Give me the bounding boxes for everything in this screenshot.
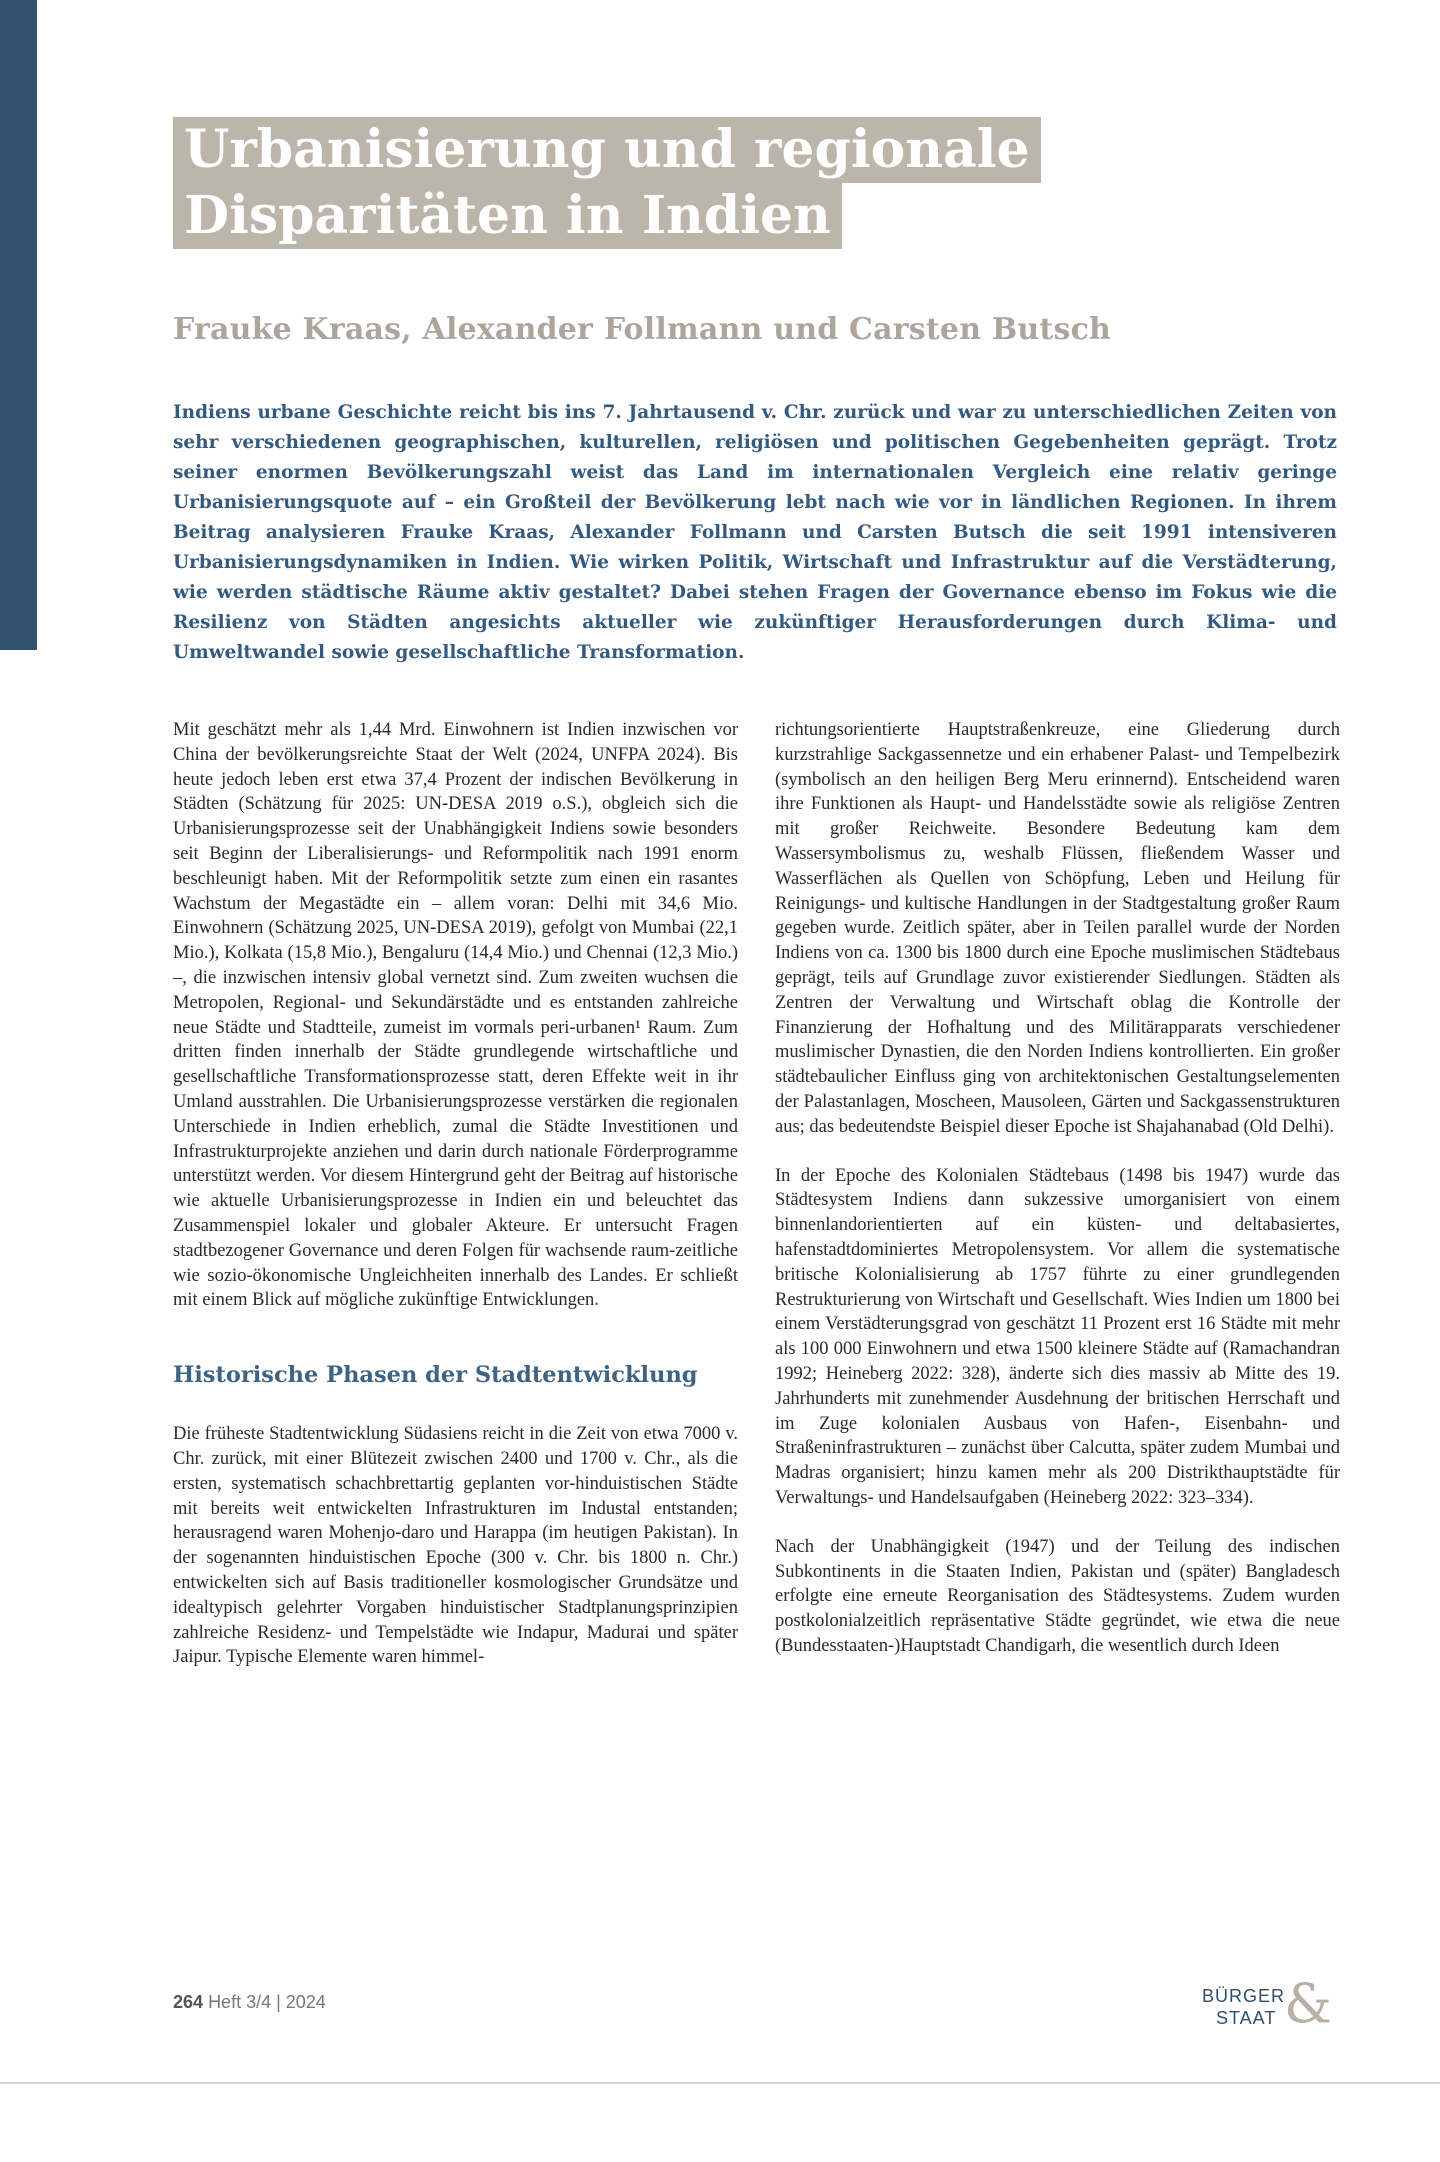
logo-text-top: BÜRGER	[1202, 1986, 1286, 2006]
sidebar-accent-bar	[0, 0, 37, 650]
issue-label: Heft 3/4 | 2024	[208, 1992, 326, 2012]
body-paragraph: In der Epoche des Kolonialen Städtebaus (1498 bis 1947) wurde das Städtesystem Indiens dann sukzessive umorganisiert von einem binnenlandorientierten auf ein küsten- und deltabasiertes, hafenstadtdominiertes Metropolensystem. Vor allem die systematische britische Kolonialisierung ab 1757 führte zu einer grundlegenden Restrukturierung von Wirtschaft und Gesellschaft. Wies Indien um 1800 bei einem Verstädterungsgrad von geschätzt 11 Prozent erst 16 Städte mit mehr als 100 000 Einwohnern und etwa 1500 kleinere Städte auf (Ramachandran 1992; Heineberg 2022: 328), änderte sich dies massiv ab Mitte des 19. Jahrhunderts mit zunehmender Ausdehnung der britischen Herrschaft und im Zuge kolonialen Ausbaus von Hafen-, Eisenbahn- und Straßeninfrastrukturen – zunächst über Calcutta, später zudem Mumbai und Madras organisiert; hinzu kamen mehr als 200 Distrikthauptstädte für Verwaltungs- und Handelsaufgaben (Heineberg 2022: 323–334).	[775, 1165, 1340, 1508]
publisher-logo	[1198, 1972, 1338, 2038]
page-footer	[173, 1992, 326, 2013]
page-number: 264	[173, 1992, 204, 2012]
title-line-1: Urbanisierung und regionale	[173, 117, 1041, 183]
body-paragraph: Nach der Unabhängigkeit (1947) und der Teilung des indischen Subkontinents in die Staaten Indien, Pakistan und (später) Bangladesch erfolgte eine erneute Reorganisation des Städtesystems. Zudem wurden postkolonialzeitlich repräsentative Städte gegründet, wie etwa die neue (Bundesstaaten-)Hauptstadt Chandigarh, die wesentlich durch Ideen	[775, 1536, 1340, 1656]
footer-divider	[0, 2082, 1440, 2084]
left-column	[173, 718, 738, 1670]
article-authors: Frauke Kraas, Alexander Follmann und Carsten Butsch	[173, 312, 1112, 347]
right-column	[775, 718, 1340, 1659]
logo-ampersand: &	[1284, 1972, 1333, 2035]
article-intro: Indiens urbane Geschichte reicht bis ins 7. Jahrtausend v. Chr. zurück und war zu unterschiedlichen Zeiten von sehr verschiedenen geographischen, kulturellen, religiösen und politischen Gegebenheiten geprägt. Trotz seiner enormen Bevölkerungszahl weist das Land im internationalen Vergleich eine relativ geringe Urbanisierungsquote auf – ein Großteil der Bevölkerung lebt nach wie vor in ländlichen Regionen. In ihrem Beitrag analysieren Frauke Kraas, Alexander Follmann und Carsten Butsch die seit 1991 intensiveren Urbanisierungsdynamiken in Indien. Wie wirken Politik, Wirtschaft und Infrastruktur auf die Verstädterung, wie werden städtische Räume aktiv gestaltet? Dabei stehen Fragen der Governance ebenso im Fokus wie die Resilienz von Städten angesichts aktueller wie zukünftiger Herausforderungen durch Klima- und Umweltwandel sowie gesellschaftliche Transformation.	[173, 402, 1337, 663]
article-title	[173, 117, 1041, 249]
body-paragraph: Die früheste Stadtentwicklung Südasiens reicht in die Zeit von etwa 7000 v. Chr. zurück, mit einer Blütezeit zwischen 2400 und 1700 v. Chr., als die ersten, systematisch schachbrettartig geplanten vor-hinduistischen Städte mit bereits weit entwickelten Infrastrukturen im Industal entstanden; herausragend waren Mohenjo-daro und Harappa (im heutigen Pakistan). In der sogenannten hinduistischen Epoche (300 v. Chr. bis 1800 n. Chr.) entwickelten sich auf Basis traditioneller kosmologischer Grundsätze und idealtypisch gelehrter Vorgaben hinduistischer Stadtplanungsprinzipien zahlreiche Residenz- und Tempelstädte wie Indapur, Madurai und später Jaipur. Typische Elemente waren himmel-	[173, 1424, 738, 1668]
logo-text-bottom: STAAT	[1216, 2008, 1277, 2028]
body-paragraph: Mit geschätzt mehr als 1,44 Mrd. Einwohnern ist Indien inzwischen vor China der bevölkerungsreichte Staat der Welt (2024, UNFPA 2024). Bis heute jedoch leben erst etwa 37,4 Prozent der indischen Bevölkerung in Städten (Schätzung für 2025: UN-DESA 2019 o.S.), obgleich sich die Urbanisierungsprozesse seit der Unabhängigkeit Indiens sowie besonders seit Beginn der Liberalisierungs- und Reformpolitik nach 1991 enorm beschleunigt haben. Mit der Reformpolitik setzte zum einen ein rasantes Wachstum der Megastädte ein – allem voran: Delhi mit 34,6 Mio. Einwohnern (Schätzung 2025, UN-DESA 2019), gefolgt von Mumbai (22,1 Mio.), Kolkata (15,8 Mio.), Bengaluru (14,4 Mio.) und Chennai (12,3 Mio.) –, die inzwischen intensiv global vernetzt sind. Zum zweiten wuchsen die Metropolen, Regional- und Sekundärstädte und es entstanden zahlreiche neue Städte und Stadtteile, zumeist im vormals peri-urbanen¹ Raum. Zum dritten finden innerhalb der Städte grundlegende wirtschaftliche und gesellschaftliche Transformationsprozesse statt, deren Effekte weit in ihr Umland ausstrahlen. Die Urbanisierungsprozesse verstärken die regionalen Unterschiede in Indien erheblich, zumal die Städte Investitionen und Infrastrukturprojekte anziehen und darin durch nationale Förderprogramme unterstützt werden. Vor diesem Hintergrund geht der Beitrag auf historische wie aktuelle Urbanisierungsprozesse in Indien ein und beleuchtet das Zusammenspiel lokaler und globaler Akteure. Er untersucht Fragen stadtbezogener Governance und deren Folgen für wachsende raum-zeitliche wie sozio-ökonomische Ungleichheiten innerhalb des Landes. Er schließt mit einem Blick auf mögliche zukünftige Entwicklungen.	[173, 720, 738, 1311]
section-heading: Historische Phasen der Stadtentwicklung	[173, 1362, 698, 1389]
body-paragraph: richtungsorientierte Hauptstraßenkreuze, eine Gliederung durch kurzstrahlige Sackgassennetze und ein erhabener Palast- und Tempelbezirk (symbolisch an den heiligen Berg Meru erinnernd). Entscheidend waren ihre Funktionen als Haupt- und Handelsstädte sowie als religiöse Zentren mit großer Reichweite. Besondere Bedeutung kam dem Wassersymbolismus zu, weshalb Flüssen, fließendem Wasser und Wasserflächen als Quellen von Schöpfung, Leben und Heilung für Reinigungs- und kultische Handlungen in der Stadtgestaltung großer Raum gegeben wurde. Zeitlich später, aber in Teilen parallel wurde der Norden Indiens von ca. 1300 bis 1800 durch eine Epoche muslimischen Städtebaus geprägt, teils auf Grundlage zuvor existierender Siedlungen. Städten als Zentren der Verwaltung und Wirtschaft oblag die Kontrolle der Finanzierung der Hofhaltung und des Militärapparats verschiedener muslimischer Dynastien, die den Norden Indiens kontrollierten. Ein großer städtebaulicher Einfluss ging von architektonischen Gestaltungselementen der Palastanlagen, Moscheen, Mausoleen, Gärten und Sackgassenstrukturen aus; das bedeutendste Beispiel dieser Epoche ist Shajahanabad (Old Delhi).	[775, 720, 1340, 1137]
title-line-2: Disparitäten in Indien	[173, 183, 842, 249]
